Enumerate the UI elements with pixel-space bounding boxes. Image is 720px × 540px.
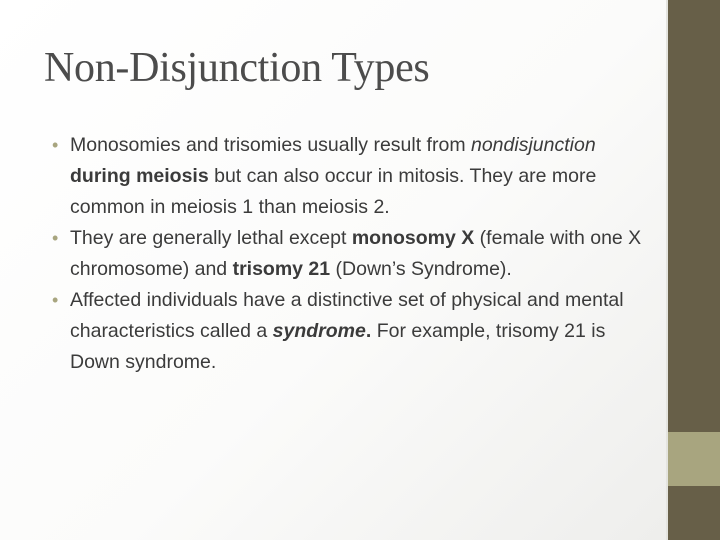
sidebar-accent-bottom (668, 486, 720, 540)
bullet-marker: • (52, 135, 59, 155)
sidebar-accent-top (668, 0, 720, 432)
bullet-text-run: . (365, 320, 372, 342)
bullet-list (52, 130, 652, 378)
sidebar-accent-middle (668, 432, 720, 486)
bullet-text-run: They are generally lethal except (70, 227, 352, 249)
bullet-text-run: monosomy X (351, 227, 475, 249)
bullet-text-run: For example, trisomy 21 is Down syndrome. (70, 320, 606, 373)
bullet-item (52, 130, 652, 223)
bullet-text-run: nondisjunction (470, 134, 596, 156)
bullet-text-run: but can also occur in mitosis. They are more common in meiosis 1 than meiosis 2. (70, 165, 597, 218)
bullet-item (52, 285, 652, 378)
bullet-text-run: Monosomies and trisomies usually result from (70, 134, 471, 156)
slide-title: Non-Disjunction Types (44, 45, 430, 91)
bullet-text-run: during meiosis (70, 165, 209, 187)
bullet-marker: • (52, 290, 59, 310)
bullet-text-run: Affected individuals have a distinctive set of physical and mental characteristics called a (70, 289, 624, 342)
bullet-text-run: trisomy 21 (232, 258, 331, 280)
bullet-text-run: (female with one X chromosome) and (70, 227, 642, 280)
bullet-text-run: (Down’s Syndrome). (330, 258, 512, 280)
bullet-marker: • (52, 228, 59, 248)
bullet-text-run: syndrome (272, 320, 366, 342)
bullet-item (52, 223, 652, 285)
